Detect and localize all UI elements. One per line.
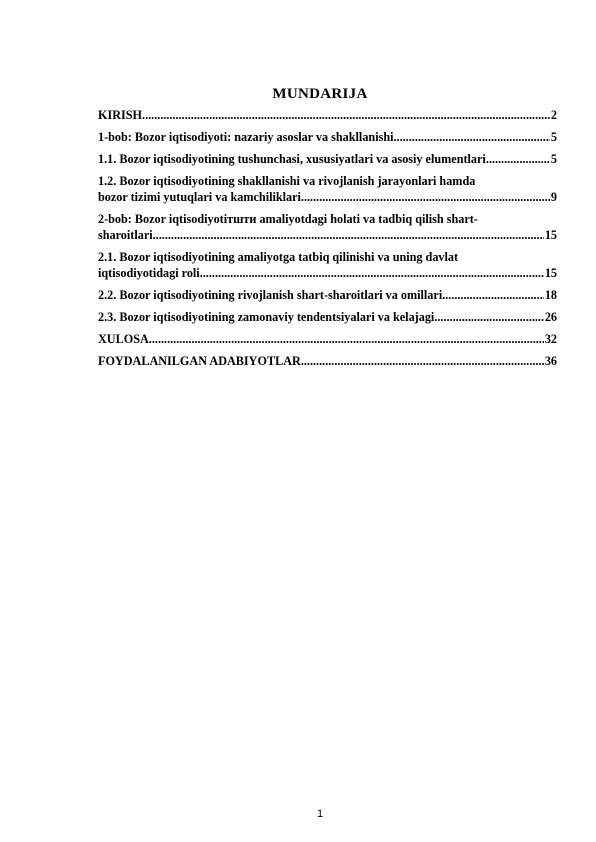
toc-dot-leader xyxy=(200,265,544,281)
toc-entry-label-line: 2-bob: Bozor iqtisodiyotiтшти amaliyotdagi holati va tadbiq qilish shart- xyxy=(98,212,478,226)
toc-dot-leader xyxy=(393,129,549,145)
toc-entry-label: bozor tizimi yutuqlari va kamchiliklari xyxy=(98,190,301,204)
toc-entry-label-line: 1.2. Bozor iqtisodiyotining shakllanishi va rivojlanish jarayonlari hamda xyxy=(98,174,476,188)
toc-page-number: 32 xyxy=(544,332,557,346)
toc-entry-section-1-1[interactable] xyxy=(98,151,557,167)
toc-entry-label: 2.3. Bozor iqtisodiyotining zamonaviy tendentsiyalari va kelajagi xyxy=(98,310,435,324)
toc-entry-section-2-2[interactable] xyxy=(98,287,557,303)
toc-entry-label: KIRISH xyxy=(98,108,143,122)
toc-entry-label: 1-bob: Bozor iqtisodiyoti: nazariy asoslar va shakllanishi xyxy=(98,130,394,144)
page-number: 1 xyxy=(316,808,324,820)
page-title: MUNDARIJA xyxy=(272,86,368,102)
toc-entry-label: XULOSA xyxy=(98,332,149,346)
toc-entry-label: sharoitlari xyxy=(98,228,153,242)
table-of-contents xyxy=(98,107,557,375)
toc-entry-section-2-1[interactable] xyxy=(98,249,557,281)
toc-entry-chapter-2[interactable] xyxy=(98,211,557,243)
toc-page-number: 18 xyxy=(544,288,557,302)
toc-page-number: 15 xyxy=(544,266,557,280)
toc-dot-leader xyxy=(301,353,544,369)
toc-dot-leader xyxy=(153,227,544,243)
toc-page-number: 5 xyxy=(550,152,557,166)
toc-entry-section-1-2[interactable] xyxy=(98,173,557,205)
toc-page-number: 2 xyxy=(550,108,557,122)
toc-page-number: 36 xyxy=(544,354,557,368)
toc-entry-label-line: 2.1. Bozor iqtisodiyotining amaliyotga tatbiq qilinishi va uning davlat xyxy=(98,250,459,264)
toc-page-number: 9 xyxy=(550,190,557,204)
toc-entry-section-2-3[interactable] xyxy=(98,309,557,325)
toc-dot-leader xyxy=(434,309,544,325)
toc-dot-leader xyxy=(486,151,550,167)
toc-entry-chapter-1[interactable] xyxy=(98,129,557,145)
toc-dot-leader xyxy=(142,107,550,123)
toc-page-number: 15 xyxy=(544,228,557,242)
toc-entry-label: 2.2. Bozor iqtisodiyotining rivojlanish shart-sharoitlari va omillari xyxy=(98,288,443,302)
toc-dot-leader xyxy=(149,331,544,347)
toc-page-number: 5 xyxy=(550,130,557,144)
toc-dot-leader xyxy=(301,189,550,205)
toc-entry-label: iqtisodiyotidagi roli xyxy=(98,266,200,280)
toc-entry-conclusion[interactable] xyxy=(98,331,557,347)
toc-entry-label: 1.1. Bozor iqtisodiyotining tushunchasi, xususiyatlari va asosiy elumentlari xyxy=(98,152,486,166)
toc-entry-label: FOYDALANILGAN ADABIYOTLAR xyxy=(98,354,301,368)
toc-entry-introduction[interactable] xyxy=(98,107,557,123)
toc-page-number: 26 xyxy=(544,310,557,324)
toc-entry-references[interactable] xyxy=(98,353,557,369)
toc-dot-leader xyxy=(442,287,544,303)
